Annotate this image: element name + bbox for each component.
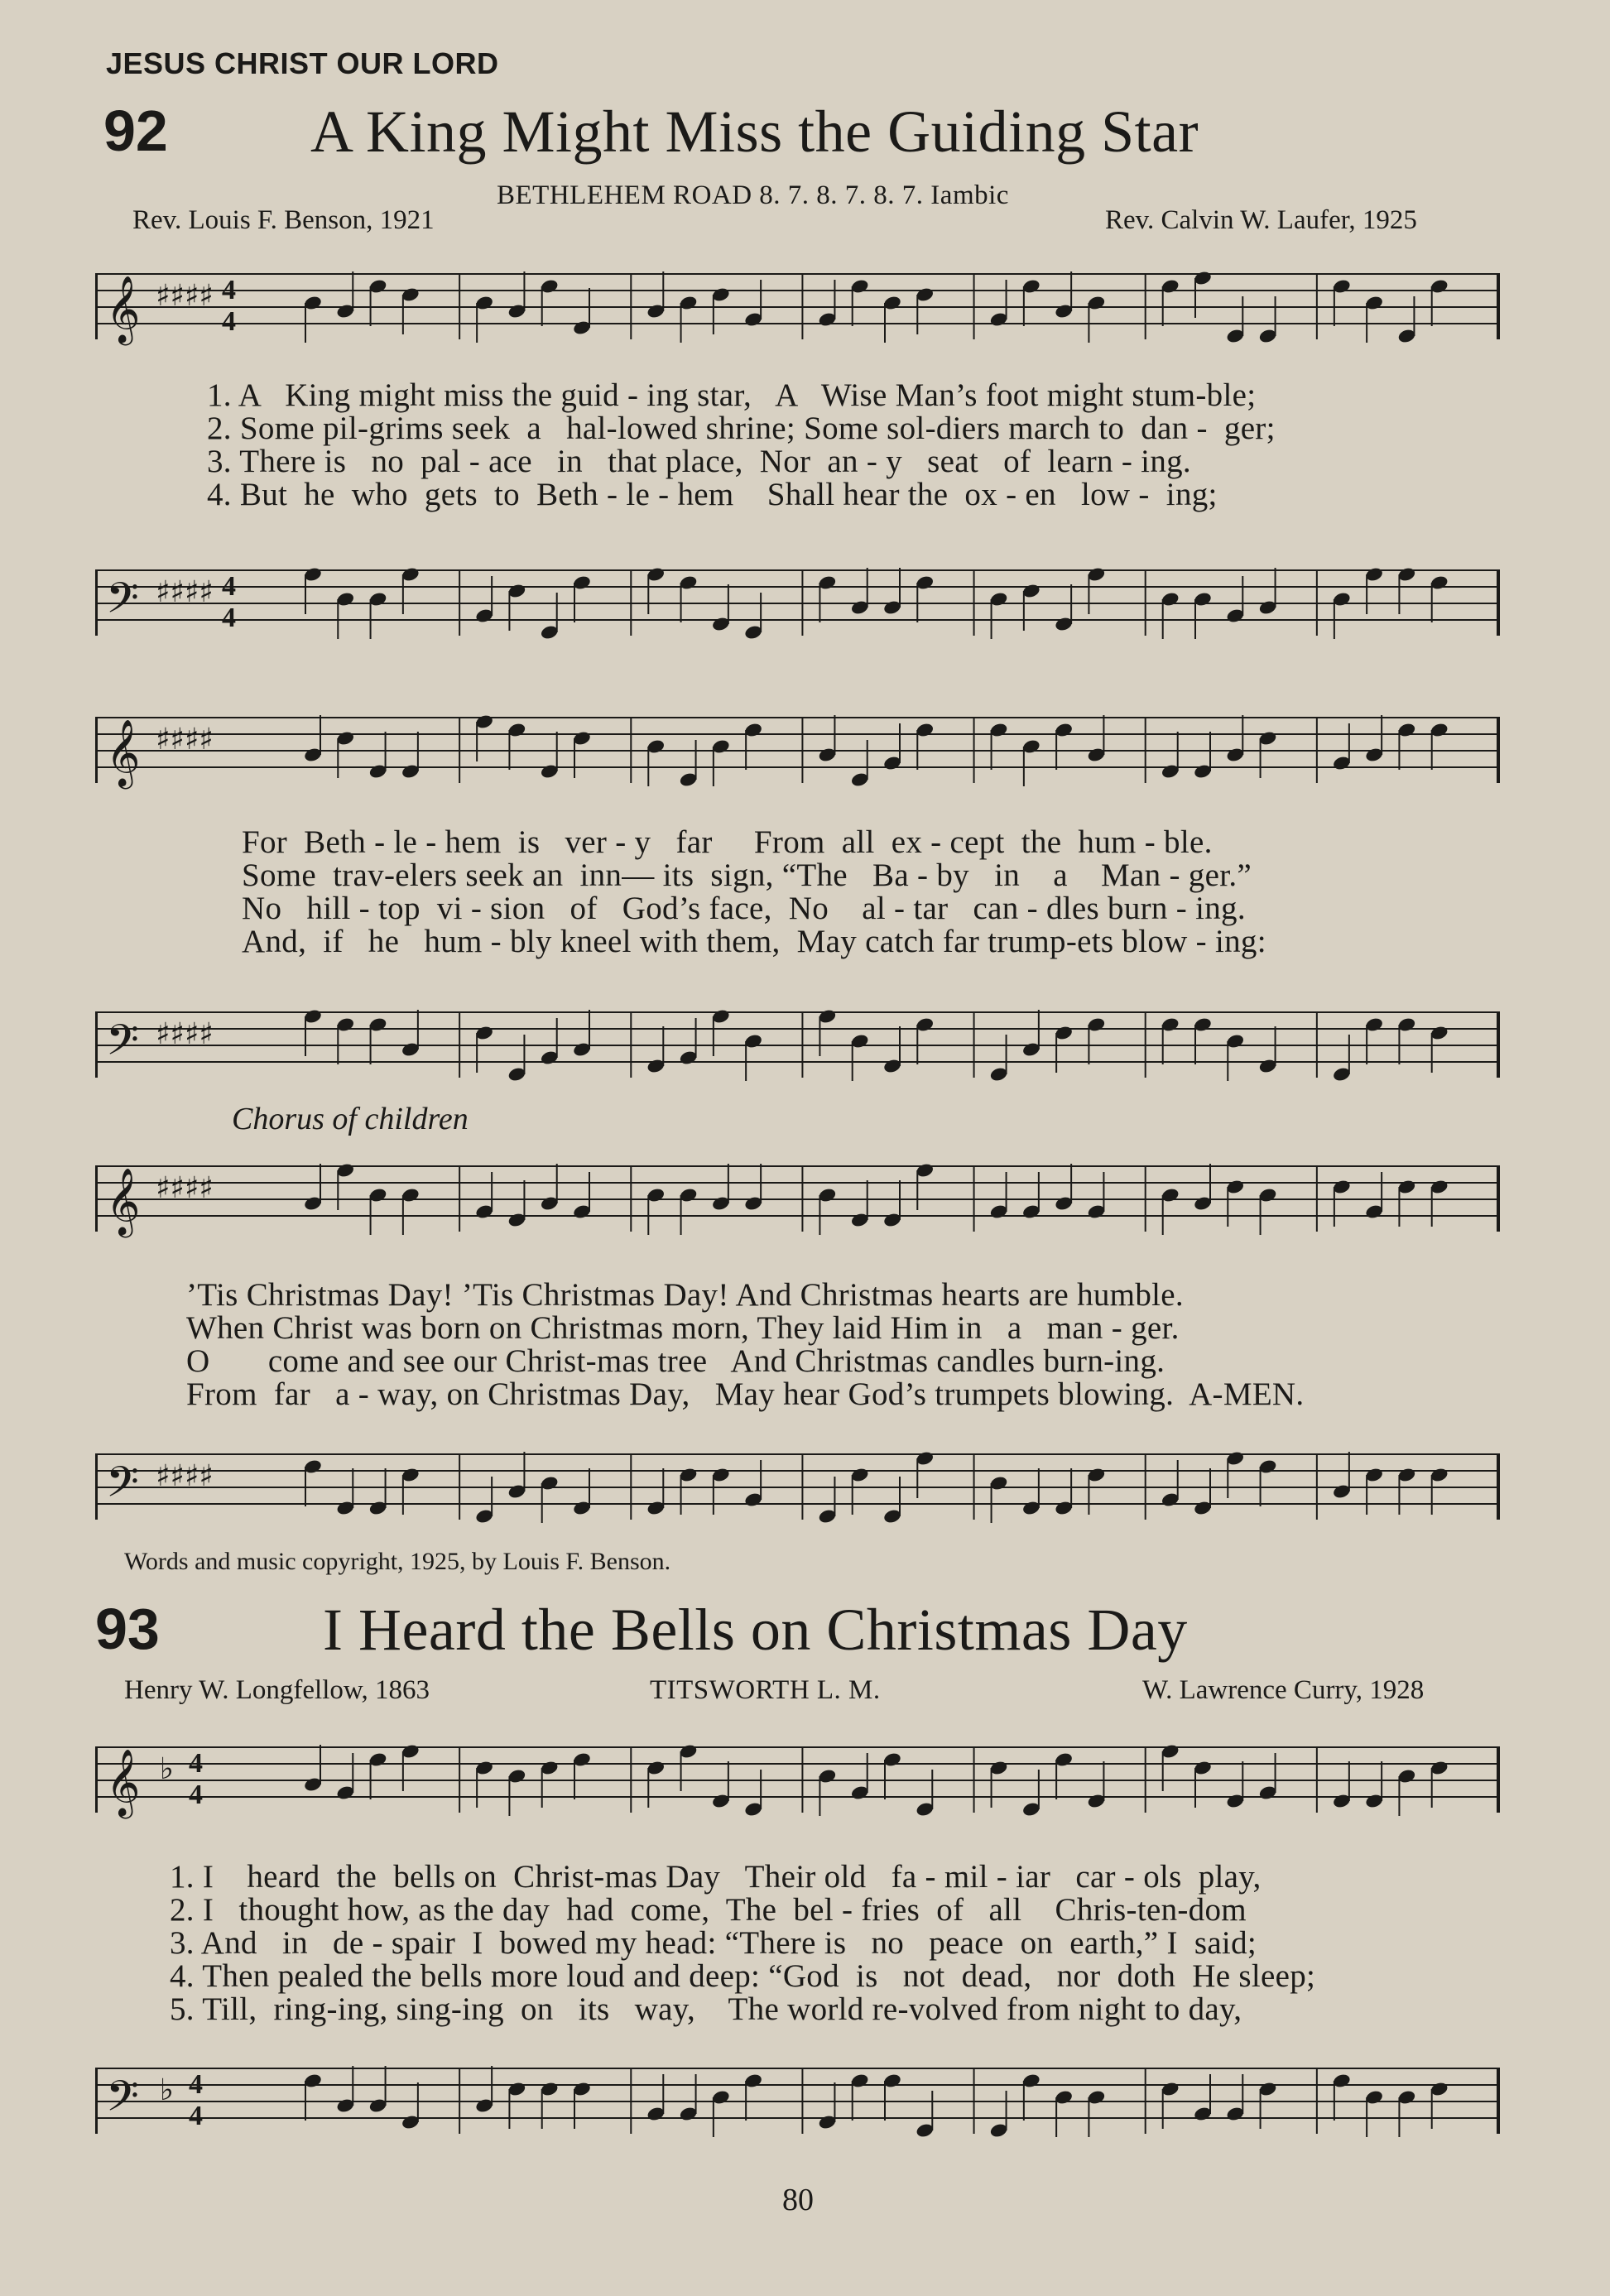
key-signature-sharps-icon: ♯♯♯♯: [156, 1459, 214, 1493]
key-signature-sharps-icon: ♯♯♯♯: [156, 1171, 214, 1205]
hymn-92-chorus-treble-staff: [95, 1165, 1500, 1235]
hymn-92-system-1-treble-staff: [95, 273, 1500, 343]
key-signature-sharps-icon: ♯♯♯♯: [156, 575, 214, 609]
treble-clef-icon: 𝄞: [106, 1167, 141, 1235]
key-signature-sharps-icon: ♯♯♯♯: [156, 1017, 214, 1051]
time-signature: 4 4: [222, 275, 236, 337]
key-signature-flat-icon: ♭: [160, 1752, 174, 1786]
verse-line: 4. But he who gets to Beth - le - hem Shall hear the ox - en low - ing;: [207, 477, 1218, 512]
hymn-93-bass-staff: [95, 2068, 1500, 2134]
hymn-92-title: A King Might Miss the Guiding Star: [310, 98, 1199, 165]
chorus-label: Chorus of children: [232, 1102, 469, 1136]
verse-line: And, if he hum - bly kneel with them, May catch far trump-ets blow - ing:: [242, 924, 1266, 959]
bass-notes: [98, 2034, 1497, 2167]
hymn-92-tune: BETHLEHEM ROAD 8. 7. 8. 7. 8. 7. Iambic: [497, 180, 1009, 210]
treble-clef-icon: 𝄞: [106, 718, 141, 786]
hymn-92-system-2-bass-staff: [95, 1011, 1500, 1078]
verse-line: Some trav-elers seek an inn— its sign, “The Ba - by in a Man - ger.”: [242, 857, 1252, 893]
key-signature-sharps-icon: ♯♯♯♯: [156, 279, 214, 313]
hymn-92-system-2-treble-staff: [95, 717, 1500, 786]
bass-clef-icon: 𝄢: [106, 573, 139, 633]
bass-notes: [98, 1420, 1497, 1553]
bass-notes: [98, 978, 1497, 1111]
section-title: JESUS CHRIST OUR LORD: [106, 46, 499, 80]
hymn-93-tune: TITSWORTH L. M.: [650, 1675, 881, 1705]
verse-line: 3. And in de - spair I bowed my head: “There is no peace on earth,” I said;: [170, 1925, 1257, 1961]
verse-line: 1. A King might miss the guid - ing star, A Wise Man’s foot might stum-ble;: [207, 377, 1257, 413]
chorus-line: From far a - way, on Christmas Day, May hear God’s trumpets blowing. A-MEN.: [186, 1376, 1305, 1412]
hymn-93-treble-staff: [95, 1746, 1500, 1816]
verse-line: 2. Some pil-grims seek a hal-lowed shrine; Some sol-diers march to dan - ger;: [207, 411, 1276, 446]
bass-notes: [98, 536, 1497, 669]
chorus-line: ’Tis Christmas Day! ’Tis Christmas Day! And Christmas hearts are humble.: [186, 1277, 1184, 1313]
time-signature: 4 4: [189, 2069, 203, 2131]
hymn-92-chorus-bass-staff: [95, 1453, 1500, 1520]
hymn-92-music-by: Rev. Calvin W. Laufer, 1925: [1105, 205, 1417, 235]
hymn-92-number: 92: [103, 98, 168, 163]
treble-clef-icon: 𝄞: [106, 1748, 141, 1816]
key-signature-flat-icon: ♭: [160, 2073, 174, 2107]
hymn-93-number: 93: [95, 1597, 160, 1661]
key-signature-sharps-icon: ♯♯♯♯: [156, 723, 214, 757]
verse-line: For Beth - le - hem is ver - y far From all ex - cept the hum - ble.: [242, 824, 1213, 860]
chorus-line: O come and see our Christ-mas tree And Christmas candles burn-ing.: [186, 1343, 1165, 1379]
chorus-line: When Christ was born on Christmas morn, They laid Him in a man - ger.: [186, 1310, 1180, 1346]
verse-line: 5. Till, ring-ing, sing-ing on its way, The world re-volved from night to day,: [170, 1991, 1242, 2027]
treble-notes: [98, 684, 1497, 816]
verse-line: 2. I thought how, as the day had come, The bel - fries of all Chris-ten-dom: [170, 1892, 1247, 1928]
verse-line: 1. I heard the bells on Christ-mas Day Their old fa - mil - iar car - ols play,: [170, 1859, 1262, 1895]
hymn-93-music-by: W. Lawrence Curry, 1928: [1142, 1675, 1425, 1705]
time-signature: 4 4: [189, 1748, 203, 1810]
hymn-92-copyright: Words and music copyright, 1925, by Louis F. Benson.: [124, 1548, 671, 1575]
verse-line: 4. Then pealed the bells more loud and deep: “God is not dead, nor doth He sleep;: [170, 1958, 1316, 1994]
time-signature: 4 4: [222, 571, 236, 633]
treble-notes: [98, 1132, 1497, 1265]
hymn-93-title: I Heard the Bells on Christmas Day: [323, 1597, 1188, 1663]
bass-clef-icon: 𝄢: [106, 1015, 139, 1075]
verse-line: 3. There is no pal - ace in that place, Nor an - y seat of learn - ing.: [207, 444, 1191, 479]
hymn-92-words-by: Rev. Louis F. Benson, 1921: [132, 205, 435, 235]
hymn-93-words-by: Henry W. Longfellow, 1863: [124, 1675, 430, 1705]
bass-clef-icon: 𝄢: [106, 2071, 139, 2131]
hymn-92-system-1-bass-staff: [95, 569, 1500, 636]
verse-line: No hill - top vi - sion of God’s face, No al - tar can - dles burn - ing.: [242, 891, 1246, 926]
bass-clef-icon: 𝄢: [106, 1457, 139, 1517]
treble-notes: [98, 240, 1497, 372]
page-number: 80: [782, 2183, 814, 2217]
treble-clef-icon: 𝄞: [106, 275, 141, 343]
treble-notes: [98, 1713, 1497, 1846]
